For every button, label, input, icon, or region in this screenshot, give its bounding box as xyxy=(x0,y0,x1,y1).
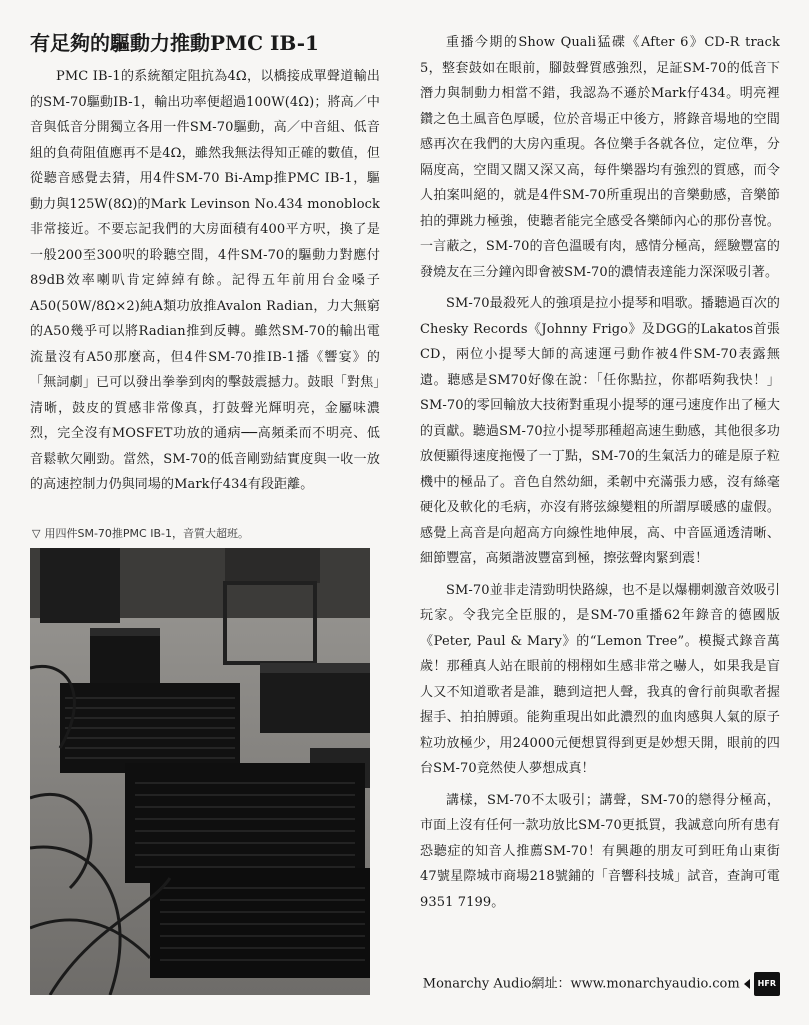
article-title: 有足夠的驅動力推動PMC IB-1 xyxy=(30,31,319,55)
photo-caption xyxy=(32,525,372,541)
triangle-icon: ▽ xyxy=(32,527,41,540)
right-column xyxy=(420,30,780,921)
left-column xyxy=(30,30,380,504)
amplifier-photo xyxy=(30,548,370,995)
left-paragraph-1: PMC IB-1的系統額定阻抗為4Ω，以橋接成單聲道輸出的SM-70驅動IB-1，輸出功率便超過100W(4Ω)；將高／中音與低音分開獨立各用一件SM-70驅動，高／中音組、低音組的負荷阻值應再不是4Ω，雖然我無法得知正確的數值，但從聽音感覺去猜，用4件SM-70 Bi-Amp推PMC IB-1，驅動力與125W(8Ω)的Mark Levinson No.434 monoblock非常接近。不要忘記我們的大房面積有400平方呎，換了是一般200至300呎的聆聽空間，4件SM-70的驅動力對應付89dB效率喇叭肯定綽綽有餘。記得五年前用台金嗓子A50(50W/8Ω×2)純A類功放推Avalon Radian，力大無窮的A50幾乎可以將Radian推到反轉。雖然SM-70的輸出電流量沒有A50那麼高，但4件SM-70推IB-1播《響宴》的「無詞劇」已可以發出拳拳到肉的擊鼓震撼力。鼓眼「對焦」清晰，鼓皮的質感非常像真，打鼓聲光輝明亮，金屬味濃烈，完全沒有MOSFET功放的通病──高頻柔而不明亮、低音鬆軟欠剛勁。當然，SM-70的低音剛勁結實度與一收一放的高速控制力仍與同場的Mark仔434有段距離。 xyxy=(30,69,380,492)
right-paragraph-2: SM-70最殺死人的強項是拉小提琴和唱歌。播聽過百次的Chesky Records《Johnny Frigo》及DGG的Lakatos首張CD，兩位小提琴大師的高速運弓動作被4件SM-70表露無遺。聽感是SM70好像在說：「任你點拉，你都唔夠我快！」SM-70的零回輸放大技術對重現小提琴的運弓速度作出了極大的貢獻。聽過SM-70拉小提琴那種超高速生動感，其他很多功放便顯得速度拖慢了一丁點，SM-70的生氣活力的確是原子粒機中的極品了。音色自然幼細，柔韌中充滿張力感，沒有絲毫硬化及軟化的毛病，亦沒有將弦線變粗的所謂厚暖感的虛假。感覺上高音是向超高方向線性地伸展，高、中音區通透清晰、細節豐富，高頻諧波豐富到極，擦弦聲肉緊到震！ xyxy=(420,296,780,566)
right-paragraph-4: 講樣，SM-70不太吸引；講聲，SM-70的戀得分極高，市面上沒有任何一款功放比SM-70更抵買，我誠意向所有患有恐聽症的知音人推薦SM-70！有興趣的朋友可到旺角山東街47號星際城市商場218號鋪的「音響科技城」試音，查詢可電9351 7199。 xyxy=(420,792,780,910)
right-paragraph-3: SM-70並非走清勁明快路線，也不是以爆棚刺激音效吸引玩家。令我完全臣服的，是SM-70重播62年錄音的德國版《Peter, Paul & Mary》的“Lemon Tree”。模擬式錄音萬歲！那種真人站在眼前的栩栩如生感非常之嚇人，如果我是盲人又不知道歌者是誰，聽到這把人聲，我真的會行前與歌者握握手、拍拍膊頭。能夠重現出如此濃烈的血肉感與人氣的原子粒功放極少，用24000元便想買得到更是妙想天開，眼前的四台SM-70竟然使人夢想成真！ xyxy=(420,582,780,776)
arrow-left-icon xyxy=(744,979,750,989)
right-paragraph-1: 重播今期的Show Quali猛碟《After 6》CD-R track 5，整套鼓如在眼前，腳鼓聲質感強烈，足証SM-70的低音下潛力與制動力相當不錯，我認為不遜於Mark仔434。明亮裡鑽之色土風音色厚暖，位於音場正中後方，將錄音場地的空間感再次在我們的大房內重現。各位樂手各就各位，定位準，分隔度高，空間又闊又深又高，每件樂器均有強烈的質感，而令人拍案叫絕的，就是4件SM-70所重現出的音樂動感，音樂節拍的彈跳力極強，使聽者能完全感受各樂師內心的那份喜悅。一言蔽之，SM-70的音色溫暖有肉，感情分極高，經驗豐富的發燒友在三分鐘內即會被SM-70的濃情表達能力深深吸引著。 xyxy=(420,35,780,280)
website-text: Monarchy Audio網址：www.monarchyaudio.com xyxy=(422,976,740,992)
website-footer xyxy=(420,972,780,996)
amplifier-photo-graphic xyxy=(30,548,370,995)
caption-text: 用四件SM-70推PMC IB-1，音質大超班。 xyxy=(44,527,249,540)
hfr-logo: HFR xyxy=(754,972,780,996)
